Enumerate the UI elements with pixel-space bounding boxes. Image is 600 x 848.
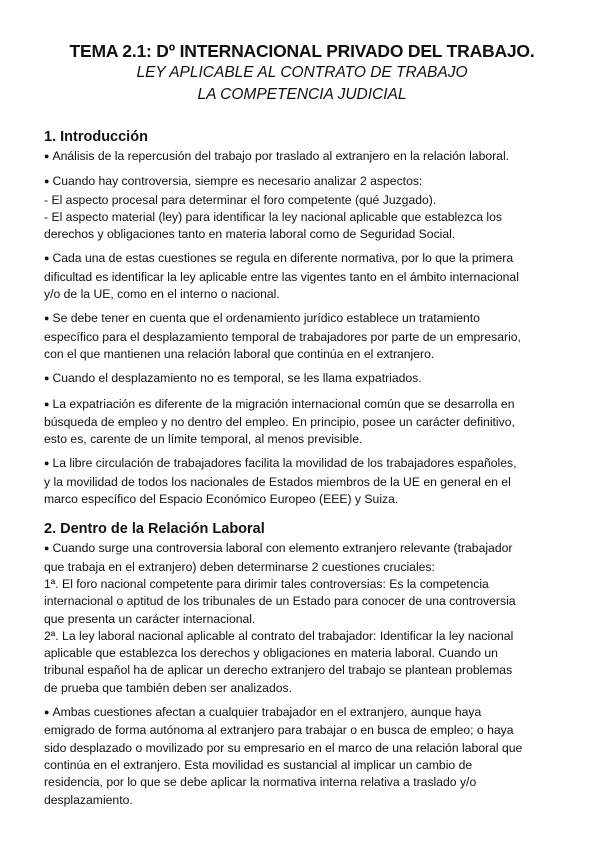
- paragraph-line: ● Cuando surge una controversia laboral con elemento extranjero relevante (trabajador: [44, 540, 560, 558]
- paragraph-line: marco específico del Espacio Económico Europeo (EEE) y Suiza.: [44, 492, 399, 507]
- paragraph-line: aplicable que establezca los derechos y obligaciones en materia laboral. Cuando un: [44, 646, 498, 661]
- paragraph: [44, 396, 560, 449]
- paragraph-line: de prueba que también deben ser analizados.: [44, 680, 292, 695]
- paragraph-line: 1ª. El foro nacional competente para dirimir tales controversias: Es la competencia: [44, 576, 489, 591]
- paragraph-line: que trabaja en el extranjero) deben determinarse 2 cuestiones cruciales:: [44, 559, 435, 574]
- section-introduccion: [44, 128, 560, 508]
- paragraph-line: y/o de la UE, como en el interno o nacional.: [44, 287, 280, 302]
- paragraph-line: ● Se debe tener en cuenta que el ordenamiento jurídico establece un tratamiento: [44, 310, 560, 328]
- section-relacion-laboral: [44, 520, 560, 808]
- paragraph-line: continúa en el extranjero. Esta movilidad es sustancial al implicar un cambio de: [44, 757, 473, 772]
- section-heading-2: 2. Dentro de la Relación Laboral: [44, 521, 265, 538]
- document-subtitle-1: LEY APLICABLE AL CONTRATO DE TRABAJO: [136, 64, 468, 81]
- paragraph-line: residencia, por lo que se debe aplicar la normativa interna relativa a traslado y/o: [44, 775, 477, 790]
- paragraph-line: desplazamiento.: [44, 792, 133, 807]
- paragraph-line: - El aspecto material (ley) para identificar la ley nacional aplicable que establezca los: [44, 209, 502, 224]
- paragraph-line: internacional o aptitud de los tribunales de un Estado para conocer de una controversia: [44, 594, 516, 609]
- paragraph: [44, 310, 560, 363]
- section-1-body: [44, 148, 560, 508]
- document-subtitle-2: LA COMPETENCIA JUDICIAL: [197, 86, 407, 103]
- section-2-body: [44, 540, 560, 808]
- paragraph-line: emigrado de forma autónoma al extranjero para trabajar o en busca de empleo; o haya: [44, 723, 514, 738]
- paragraph-line: tribunal español ha de aplicar un derecho extranjero del trabajo se plantean problemas: [44, 663, 513, 678]
- paragraph-line: derechos y obligaciones tanto en materia laboral como de Seguridad Social.: [44, 227, 456, 242]
- paragraph-line: y la movilidad de todos los nacionales de Estados miembros de la UE en general en el: [44, 474, 511, 489]
- paragraph-line: ● Cuando hay controversia, siempre es necesario analizar 2 aspectos:: [44, 173, 560, 191]
- title-block: [44, 40, 560, 106]
- paragraph-line: con el que mantienen una relación laboral que continúa en el extranjero.: [44, 346, 435, 361]
- paragraph-line: específico para el desplazamiento temporal de trabajadores por parte de un empresario,: [44, 329, 521, 344]
- paragraph: [44, 455, 560, 508]
- paragraph: [44, 173, 560, 243]
- paragraph-line: 2ª. La ley laboral nacional aplicable al contrato del trabajador: Identificar la ley nacional: [44, 628, 514, 643]
- paragraph: [44, 540, 560, 697]
- paragraph-line: ● Ambas cuestiones afectan a cualquier trabajador en el extranjero, aunque haya: [44, 704, 560, 722]
- paragraph-line: ● Cada una de estas cuestiones se regula en diferente normativa, por lo que la primera: [44, 250, 560, 268]
- paragraph: [44, 250, 560, 303]
- document-title: TEMA 2.1: Dº INTERNACIONAL PRIVADO DEL TRABAJO.: [69, 41, 535, 61]
- paragraph-line: ● Análisis de la repercusión del trabajo por traslado al extranjero en la relación laboral.: [44, 148, 560, 166]
- paragraph-line: ● La libre circulación de trabajadores facilita la movilidad de los trabajadores españoles,: [44, 455, 560, 473]
- document-page: [44, 40, 560, 816]
- paragraph-line: - El aspecto procesal para determinar el foro competente (qué Juzgado).: [44, 192, 437, 207]
- paragraph-line: sido desplazado o movilizado por su empresario en el marco de una relación laboral que: [44, 740, 523, 755]
- paragraph-line: dificultad es identificar la ley aplicable entre las vigentes tanto en el ámbito internacional: [44, 269, 519, 284]
- paragraph-line: ● La expatriación es diferente de la migración internacional común que se desarrolla en: [44, 396, 560, 414]
- paragraph-line: búsqueda de empleo y no dentro del empleo. En principio, posee un carácter definitivo,: [44, 414, 515, 429]
- paragraph-line: ● Cuando el desplazamiento no es temporal, se les llama expatriados.: [44, 370, 560, 388]
- paragraph-line: esto es, carente de un límite temporal, al menos previsible.: [44, 432, 363, 447]
- paragraph: [44, 370, 560, 388]
- paragraph: [44, 704, 560, 809]
- paragraph-line: que presenta un carácter internacional.: [44, 611, 256, 626]
- paragraph: [44, 148, 560, 166]
- section-heading-1: 1. Introducción: [44, 129, 148, 145]
